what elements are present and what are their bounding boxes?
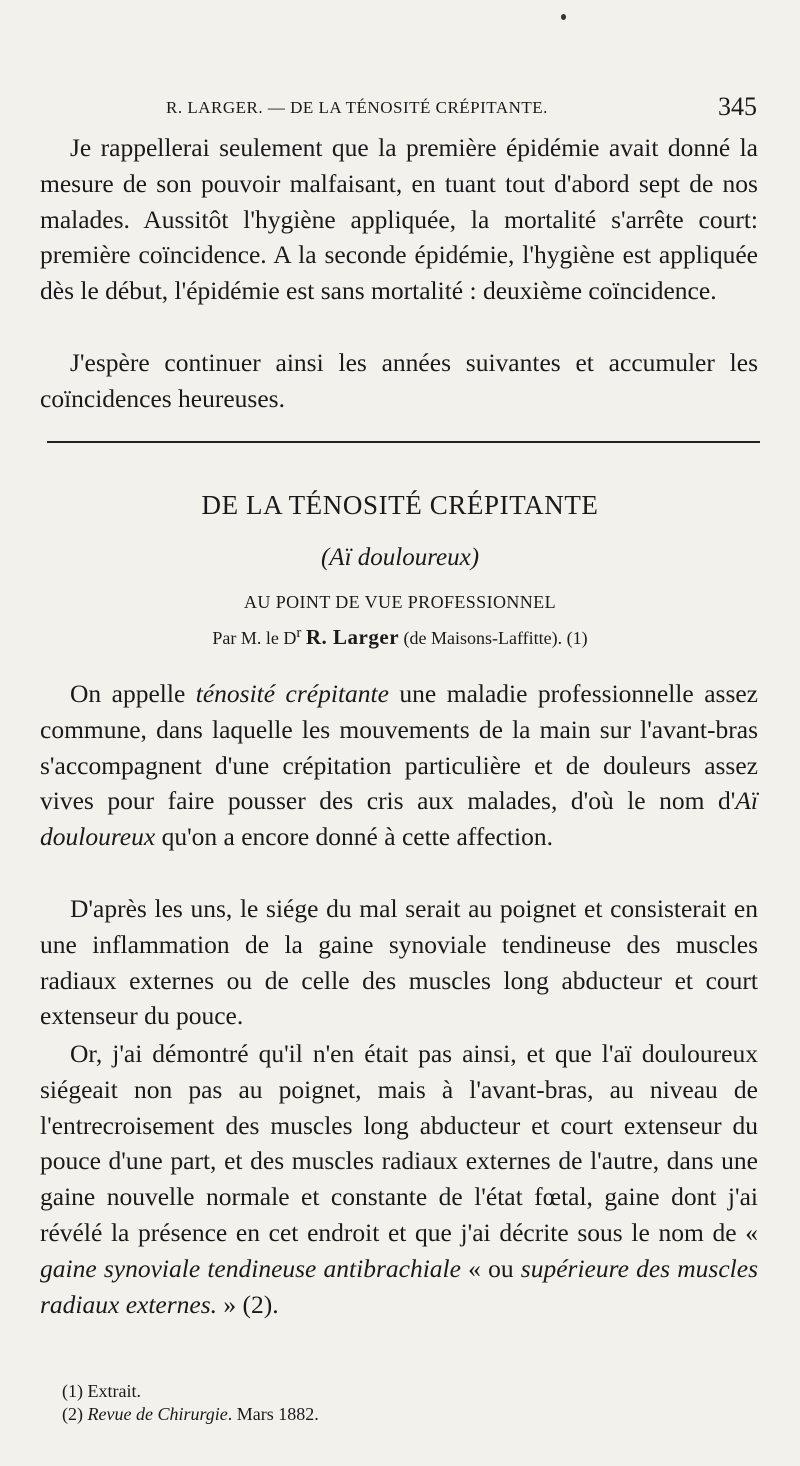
term-gaine: gaine synoviale tendineuse antibrachiale <box>40 1253 461 1283</box>
text-run: » (2). <box>217 1289 279 1319</box>
footnote-2-suffix: . Mars 1882. <box>227 1404 319 1424</box>
article-paragraph-3 <box>40 1036 758 1322</box>
text-run: qu'on a encore donné à cette affection. <box>155 822 553 852</box>
article-paragraph-1 <box>40 676 758 855</box>
footnote-1: (1) Extrait. <box>62 1381 141 1401</box>
footnote-2-prefix: (2) <box>62 1404 88 1424</box>
article-subtitle: (Aï douloureux) <box>320 544 480 571</box>
ink-dot <box>561 14 566 20</box>
text-run: « ou <box>460 1253 521 1283</box>
intro-paragraph-1: Je rappellerai seulement que la première épidémie avait donné la mesure de son pouvoir malfaisant, en tuant tout d'abord sept de nos malades. Aussitôt l'hygiène appliquée, la mortalité s'arrête court: première coïncidence. A la seconde épidémie, l'hygiène est appliquée dès le début, l'épidémie est sans mortalité : deuxième coïncidence. <box>40 133 758 306</box>
text-run: une maladie professionnelle assez commune, dans laquelle les mouvements de la main sur l'avant-bras s'accompagnent d'une crépitation particulière et de douleurs assez vives pour faire pousser des cris aux malades, d'où le nom d' <box>40 679 758 816</box>
article-title: DE LA TÉNOSITÉ CRÉPITANTE <box>201 490 599 520</box>
footnote-2 <box>62 1404 319 1425</box>
article-paragraph-2: D'après les uns, le siége du mal serait au poignet et consisterait en une inflammation de la gaine synoviale tendineuse des muscles radiaux externes ou de celle des muscles long abducteur et court extenseur du pouce. <box>40 894 758 1031</box>
page-number: 345 <box>718 92 757 121</box>
byline-prefix: Par M. le D <box>212 628 297 648</box>
term-ai-douloureux: Aï douloureux <box>40 786 758 852</box>
term-tenosite: ténosité crépitante <box>195 679 389 708</box>
text-run: On appelle <box>70 679 196 708</box>
byline <box>0 625 800 650</box>
intro-paragraph-2: J'espère continuer ainsi les années suivantes et accumuler les coïncidences heureuses. <box>40 348 758 413</box>
footnote-2-journal: Revue de Chirurgie <box>87 1404 228 1424</box>
byline-sup: r <box>296 625 302 641</box>
running-title: R. LARGER. — DE LA TÉNOSITÉ CRÉPITANTE. <box>166 98 548 117</box>
running-header <box>0 90 800 124</box>
term-superieure: supérieure des muscles radiaux externes. <box>40 1253 758 1319</box>
text-run: Or, j'ai démontré qu'il n'en était pas ainsi, et que l'aï douloureux siégeait non pas au poignet, mais à l'avant-bras, au niveau de l'entrecroisement des muscles long abducteur et court extenseur du pouce d'une part, et des muscles radiaux externes de l'autre, dans une gaine nouvelle normale et constante de l'état fœtal, gaine dont j'ai révélé la présence en cet endroit et que j'ai décrite sous le nom de « <box>40 1039 758 1247</box>
author-name: R. Larger <box>305 625 400 649</box>
section-divider <box>47 441 760 443</box>
article-subtitle-2: AU POINT DE VUE PROFESSIONNEL <box>244 592 556 612</box>
byline-suffix: (de Maisons-Laffitte). (1) <box>403 628 588 648</box>
